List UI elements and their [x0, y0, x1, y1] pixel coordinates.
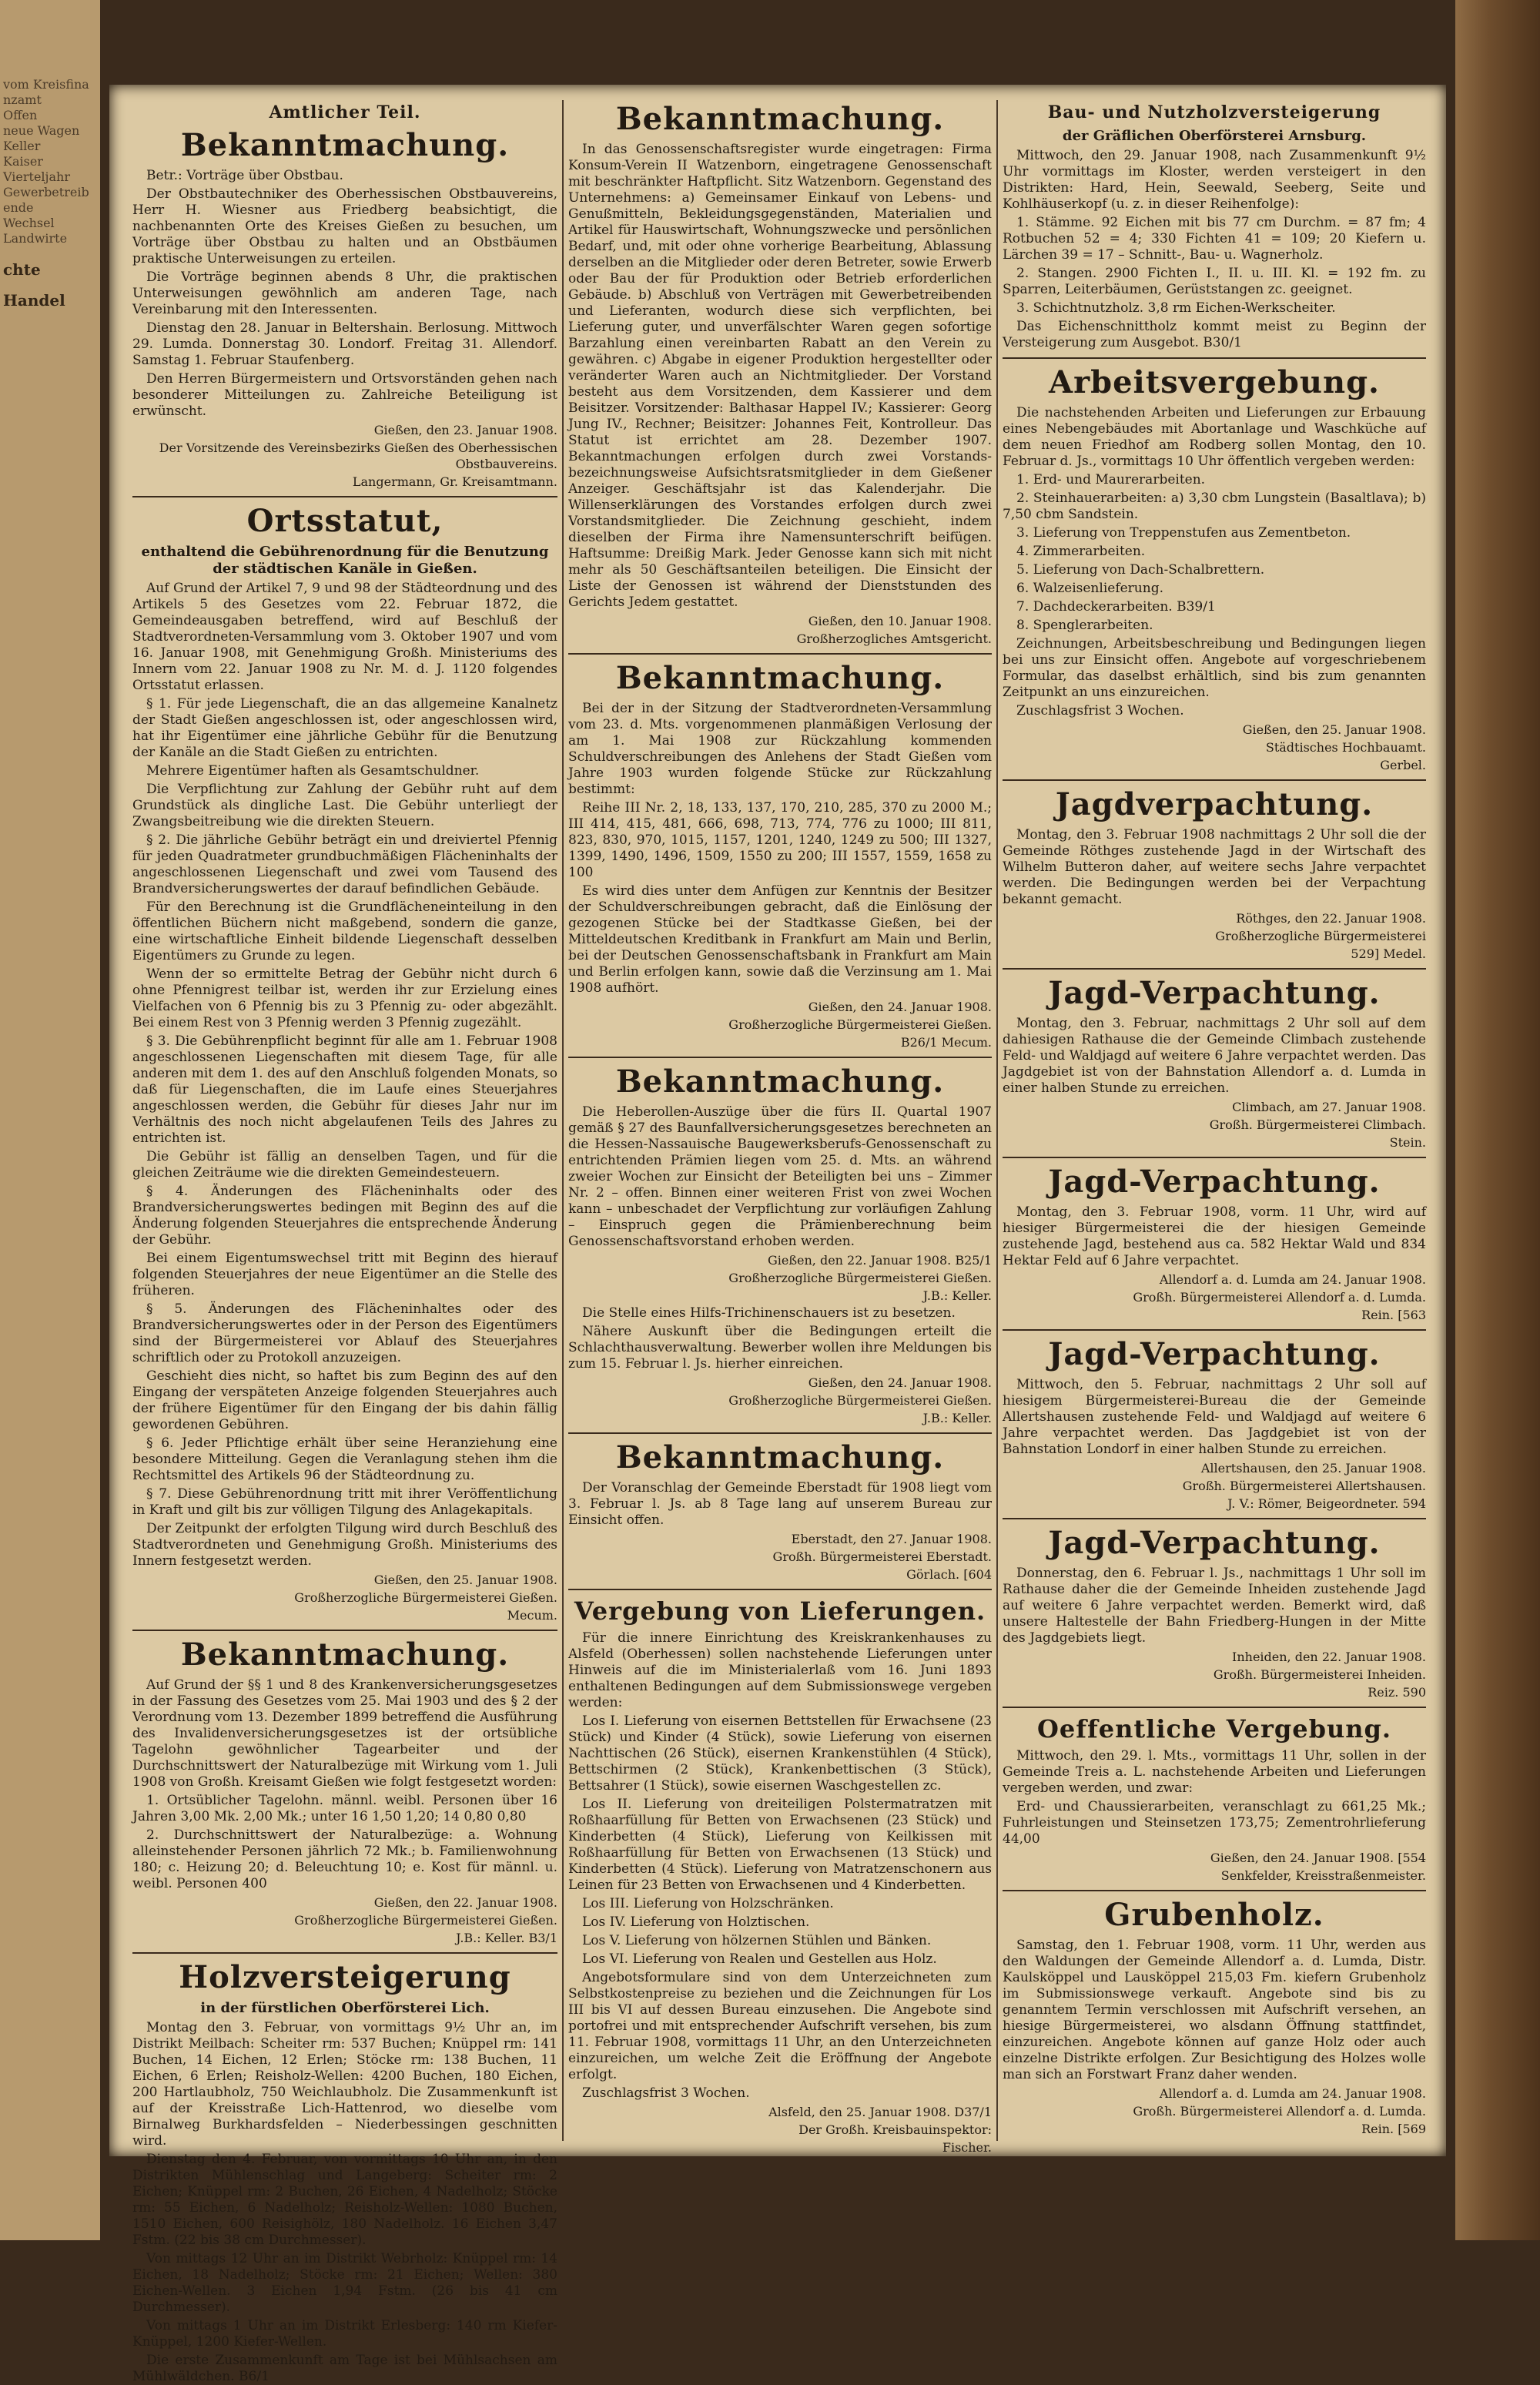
notice-signature: Rein. [563 [1361, 1308, 1426, 1322]
paragraph: Bei einem Eigentumswechsel tritt mit Beginn des hierauf folgenden Steuerjahres der neue Eigentümer an die Stelle des früheren. [132, 1251, 557, 1298]
paragraph: Los VI. Lieferung von Realen und Gestellen aus Holz. [582, 1951, 937, 1967]
notice-title: Bekanntmachung. [180, 1636, 510, 1673]
paragraph: Der Voranschlag der Gemeinde Eberstadt für 1908 liegt vom 3. Februar l. Js. ab 8 Tage lang auf unserem Bureau zur Einsicht offen. [568, 1480, 992, 1528]
paragraph: 1. Ortsüblicher Tagelohn. männl. weibl. Personen über 16 Jahren 3,00 Mk. 2,00 Mk.; unter 16 1,50 1,20; 14 0,80 0,80 [132, 1793, 557, 1824]
notice [568, 102, 992, 647]
paragraph: 4. Zimmerarbeiten. [1016, 544, 1146, 559]
notice [1003, 1898, 1426, 2137]
separator [1003, 1707, 1426, 1708]
notice-signature: Mecum. [507, 1608, 557, 1623]
separator [132, 1952, 557, 1954]
notice [568, 1440, 992, 1583]
paragraph: Auf Grund der Artikel 7, 9 und 98 der Städteordnung und des Artikels 5 des Gesetzes vom 22. Februar 1872, die Gemeindeausgaben betreffend, wird auf Beschluß der Stadtverordneten-Versammlung vom 3. Oktober 1907 und vom 16. Januar 1908, mit Genehmigung Großh. Ministeriums des Innern vom 22. Januar 1908 zu Nr. M. d. J. 1120 folgendes Ortsstatut erlassen. [132, 581, 557, 693]
notice-body [1003, 1016, 1426, 1097]
notice-signature: Großh. Bürgermeisterei Eberstadt. [772, 1549, 992, 1564]
paragraph: Für die innere Einrichtung des Kreiskrankenhauses zu Alsfeld (Oberhessen) sollen nachstehende Lieferungen unter Hinweis auf die im Ministerialerlaß vom 16. Juni 1893 enthaltenen Bedingungen auf dem Submissionswege vergeben werden: [568, 1630, 992, 1710]
paragraph: Los IV. Lieferung von Holztischen. [582, 1914, 810, 1930]
paragraph: Die Heberollen-Auszüge über die fürs II. Quartal 1907 gemäß § 27 des Baunfallversicherungsgesetzes berechneten an die Hessen-Nassauische Baugewerksberufs-Genossenschaft zu entrichtenden Prämien liegen vom 25. d. Mts. an während zweier Wochen zur Einsicht der Beteiligten bei uns – Zimmer Nr. 2 – offen. Binnen einer weiteren Frist von zwei Wochen kann – unbeschadet der Verpflichtung zur vorläufigen Zahlung – Einspruch gegen die Prämienberechnung beim Genossenschaftsvorstand erhoben werden. [568, 1104, 992, 1249]
paragraph: § 4. Änderungen des Flächeninhalts oder des Brandversicherungswertes bedingen mit Beginn des auf die Änderung folgenden Steuerjahres die entsprechende Änderung der Gebühr. [132, 1184, 557, 1248]
notice-title: Jagd-Verpachtung. [1048, 1164, 1381, 1200]
paragraph: § 3. Die Gebührenpflicht beginnt für alle am 1. Februar 1908 angeschlossenen Liegenschaften mit diesem Tage, für alle anderen mit dem 1. des auf den Anschluß folgenden Monats, so daß für Liegenschaften, die im Laufe eines Steuerjahres angeschlossen werden, die Gebühr für dieses Jahr nur im Verhältnis des noch nicht abgelaufenen Teils des Jahres zu entrichten ist. [132, 1033, 557, 1146]
notice-signature: Langermann, Gr. Kreisamtmann. [352, 474, 557, 489]
section-title: Amtlicher Teil. [269, 102, 421, 122]
newspaper-page [109, 85, 1446, 2384]
notice-title: Jagdverpachtung. [1055, 786, 1374, 822]
notice-signature: Großh. Bürgermeisterei Inheiden. [1213, 1667, 1426, 1682]
notice-title: Holzversteigerung [179, 1959, 511, 1995]
notice-title: Vergebung von Lieferungen. [574, 1596, 986, 1626]
paragraph: Zeichnungen, Arbeitsbeschreibung und Bedingungen liegen bei uns zur Einsicht offen. Angebote auf vorgeschriebenem Formular, das daselbst erhältlich, sind bis zum genannten Zeitpunkt an uns einzureichen. [1003, 636, 1426, 700]
notice-date: Allertshausen, den 25. Januar 1908. [1200, 1461, 1426, 1476]
notice-body [1003, 405, 1426, 719]
paragraph: § 2. Die jährliche Gebühr beträgt ein und dreiviertel Pfennig für jeden Quadratmeter grundbuchmäßigen Flächeninhalts der angeschlossenen Liegenschaft und zwei vom Tausend des Brandversicherungswertes der darauf befindlichen Gebäude. [132, 832, 557, 896]
fragment-tag-1: chte [3, 260, 41, 279]
notice-date: Allendorf a. d. Lumda am 24. Januar 1908. [1159, 1272, 1426, 1287]
notice-date: Gießen, den 23. Januar 1908. [373, 423, 557, 437]
notice-signature: Großh. Bürgermeisterei Allertshausen. [1182, 1479, 1426, 1493]
notice-date: Gießen, den 22. Januar 1908. B25/1 [767, 1253, 992, 1268]
previous-page-fragment [0, 0, 100, 2240]
paragraph: Donnerstag, den 6. Februar l. Js., nachmittags 1 Uhr soll im Rathause daher die der Gemeinde Inheiden zustehende Jagd auf weitere 6 Jahre verpachtet werden. Bemerkt wird, daß unsere Haltestelle der Bahn Friedberg-Hungen in der Mitte des Jagdgebiets liegt. [1003, 1566, 1426, 1646]
notice-signature: J.B.: Keller. B3/1 [456, 1931, 557, 1945]
notice-date: Röthges, den 22. Januar 1908. [1236, 911, 1426, 926]
notice-signature: Großherzogliche Bürgermeisterei Gießen. [294, 1913, 557, 1928]
paragraph: Das Eichenschnittholz kommt meist zu Beginn der Versteigerung zum Ausgebot. B30/1 [1003, 319, 1426, 350]
notice-body [132, 1677, 557, 1892]
notice [132, 504, 557, 1623]
paragraph: 3. Schichtnutzholz. 3,8 rm Eichen-Werkscheiter. [1016, 300, 1336, 316]
notice-date: Eberstadt, den 27. Januar 1908. [791, 1532, 992, 1546]
notice-body [1003, 827, 1426, 908]
notice-title: Jagd-Verpachtung. [1048, 975, 1381, 1011]
fragment-line: Offen [3, 108, 38, 122]
notice-signature: Görlach. [604 [906, 1567, 992, 1582]
paragraph: Los II. Lieferung von dreiteiligen Polstermatratzen mit Roßhaarfüllung für Betten von Erwachsenen (23 Stück) und Kinderbetten (4 Stück), Lieferung von Keilkissen mit Roßhaarfüllung für Betten von Erwachsenen (13 Stück) und Kinderbetten (4 Stück). Lieferung von Matratzenschonern aus Leinen für 23 Betten von Erwachsenen und 4 Kinderbetten. [568, 1797, 992, 1893]
notice [1003, 1526, 1426, 1700]
notice-signature: Städtisches Hochbauamt. [1265, 740, 1426, 755]
notice [568, 661, 992, 1050]
notice-body [1003, 1566, 1426, 1646]
paragraph: 1. Stämme. 92 Eichen mit bis 77 cm Durchm. = 87 fm; 4 Rotbuchen 52 = 4; 330 Fichten 41 = 109; 20 Kiefern u. Lärchen 39 = 17 – Schnitt-, Bau- u. Wagnerholz. [1003, 215, 1426, 263]
notice-date: Gießen, den 22. Januar 1908. [373, 1895, 557, 1910]
column-1 [132, 100, 557, 2384]
paragraph: Der Obstbautechniker des Oberhessischen Obstbauvereins, Herr H. Wiesner aus Friedberg beabsichtigt, die nachbenannten Orte des Kreises Gießen zu besuchen, um Vorträge über Obstbau zu halten und an Obstbäumen praktische Unterweisungen zu erteilen. [132, 186, 557, 266]
paragraph: Samstag, den 1. Februar 1908, vorm. 11 Uhr, werden aus den Waldungen der Gemeinde Allendorf a. d. Lumda, Distr. Kaulsköppel und Lausköppel 215,03 Fm. kiefern Grubenholz im Submissionswege verkauft. Angebote sind bis zu genanntem Termin verschlossen mit Aufschrift versehen, an hiesige Bürgermeisterei, wo alsdann Öffnung stattfindet, einzureichen. Angebote können auf ganze Holz oder auch einzelne Distrikte erfolgen. Zur Besichtigung des Holzes wolle man sich an Forstwart Franz daher wenden. [1003, 1938, 1426, 2082]
notice-body [568, 701, 992, 997]
paragraph: § 6. Jeder Pflichtige erhält über seine Heranziehung eine besondere Mitteilung. Gegen die Veranlagung stehen ihm die Rechtsmittel des Artikels 96 der Städteordnung zu. [132, 1435, 557, 1483]
paragraph: 2. Durchschnittswert der Naturalbezüge: a. Wohnung alleinstehender Personen jährlich 72 Mk.; b. Familienwohnung 180; c. Heizung 20; d. Beleuchtung 10; e. Kost für männl. u. weibl. Personen 400 [132, 1827, 557, 1891]
paragraph: Reihe III Nr. 2, 18, 133, 137, 170, 210, 285, 370 zu 2000 M.; III 414, 415, 481, 666, 698, 713, 774, 776 zu 1000; III 811, 823, 830, 970, 1015, 1157, 1201, 1240, 1249 zu 500; III 1327, 1399, 1490, 1496, 1509, 1550 zu 200; III 1557, 1559, 1658 zu 100 [568, 800, 992, 880]
notice-date: Inheiden, den 22. Januar 1908. [1232, 1650, 1426, 1664]
notice-body [568, 1305, 992, 1372]
paragraph: Von mittags 12 Uhr an im Distrikt Webrholz: Knüppel rm: 14 Eichen, 18 Nadelholz; Stöcke rm: 21 Eichen; Wellen: 380 Eichen-Wellen. 3 Eichen 1,94 Fstm. (26 bis 41 cm Durchmesser). [132, 2251, 557, 2315]
paragraph: Es wird dies unter dem Anfügen zur Kenntnis der Besitzer der Schuldverschreibungen gebracht, daß die Einlösung der gezogenen Stücke bei der Stadtkasse Gießen, bei der Mitteldeutschen Kreditbank in Frankfurt am Main und Berlin, bei der Deutschen Genossenschaftsbank in Frankfurt am Main und Berlin erfolgen kann, sowie daß die Verzinsung am 1. Mai 1908 aufhört. [568, 883, 992, 996]
notice-signature: Großherzogliche Bürgermeisterei Gießen. [728, 1271, 992, 1285]
notice-body [568, 142, 992, 611]
notice [1003, 787, 1426, 962]
notice-signature: B26/1 Mecum. [900, 1035, 992, 1050]
paragraph: Die Gebühr ist fällig an denselben Tagen, und für die gleichen Zeiträume wie die direkten Gemeindesteuern. [132, 1149, 557, 1181]
notice-date: Gießen, den 25. Januar 1908. [1242, 722, 1426, 737]
paragraph: 6. Walzeisenlieferung. [1016, 581, 1163, 596]
notice [568, 1596, 992, 2156]
notice [132, 128, 557, 490]
paragraph: Montag, den 3. Februar, nachmittags 2 Uhr soll auf dem dahiesigen Rathause die der Gemeinde Climbach zustehende Feld- und Waldjagd auf weitere 6 Jahre verpachtet werden. Das Jagdgebiet ist von der Bahnstation Allendorf a. d. Lumda in einer halben Stunde zu erreichen. [1003, 1016, 1426, 1096]
notice-signature: Großherzogliche Bürgermeisterei [1215, 929, 1426, 943]
notice-signature: Großherzogliches Amtsgericht. [796, 631, 992, 646]
notice [568, 1305, 992, 1426]
notice-title: Bekanntmachung. [615, 660, 945, 696]
paragraph: Los III. Lieferung von Holzschränken. [582, 1896, 834, 1911]
notice-signature: Großherzogliche Bürgermeisterei Gießen. [294, 1590, 557, 1605]
paragraph: Die Vorträge beginnen abends 8 Uhr, die praktischen Unterweisungen gewöhnlich am anderen Tage, nach Vereinbarung mit den Interessenten. [132, 270, 557, 317]
paragraph: Dienstag den 28. Januar in Beltershain. Berlosung. Mittwoch 29. Lumda. Donnerstag 30. Londorf. Freitag 31. Allendorf. Samstag 1. Februar Staufenberg. [132, 320, 557, 368]
column-rule [996, 100, 998, 2141]
notice-title: Bekanntmachung. [615, 1064, 945, 1100]
notice [1003, 976, 1426, 1151]
column-2 [568, 100, 992, 2155]
paragraph: Bei der in der Sitzung der Stadtverordneten-Versammlung vom 23. d. Mts. vorgenommenen planmäßigen Verlosung der am 1. Mai 1908 zur Rückzahlung kommenden Schuldverschreibungen des Anlehens der Stadt Gießen vom Jahre 1903 wurden folgende Stücke zur Rückzahlung bestimmt: [568, 701, 992, 797]
paragraph: Montag, den 3. Februar 1908 nachmittags 2 Uhr soll die der Gemeinde Röthges zustehende Jagd in der Wirtschaft des Wilhelm Butteron daher, auf weitere sechs Jahre verpachtet werden. Die Bedingungen werden bei der Verpachtung bekannt gemacht. [1003, 827, 1426, 907]
separator [1003, 1518, 1426, 1519]
separator [1003, 1157, 1426, 1158]
paragraph: Erd- und Chaussierarbeiten, veranschlagt zu 661,25 Mk.; Fuhrleistungen und Steinsetzen 173,75; Zementrohrlieferung 44,00 [1003, 1799, 1426, 1847]
paragraph: Nähere Auskunft über die Bedingungen erteilt die Schlachthausverwaltung. Bewerber wollen ihre Meldungen bis zum 15. Februar l. Js. hierher einreichen. [568, 1324, 992, 1372]
separator [132, 496, 557, 497]
notice-body [132, 581, 557, 1569]
notice-body [568, 1104, 992, 1250]
notice-signature: J.B.: Keller. [922, 1288, 992, 1303]
fragment-line: neue Wagen [3, 123, 80, 138]
separator [568, 1432, 992, 1434]
paragraph: Die Stelle eines Hilfs-Trichinenschauers ist zu besetzen. [582, 1305, 956, 1321]
paragraph: Betr.: Vorträge über Obstbau. [146, 168, 343, 183]
notice [1003, 1164, 1426, 1323]
fragment-tag-2: Handel [3, 291, 65, 310]
notice [568, 1064, 992, 1304]
paragraph: Der Zeitpunkt der erfolgten Tilgung wird durch Beschluß des Stadtverordneten und Genehmigung Großh. Ministeriums des Innern festgesetzt werden. [132, 1521, 557, 1569]
paragraph: 2. Stangen. 2900 Fichten I., II. u. III. Kl. = 192 fm. zu Sparren, Leiterbäumen, Gerüststangen zc. geeignet. [1003, 266, 1426, 297]
notice-date: Allendorf a. d. Lumda am 24. Januar 1908. [1159, 2086, 1426, 2101]
notice-date: Gießen, den 24. Januar 1908. [808, 1375, 992, 1390]
paragraph: § 1. Für jede Liegenschaft, die an das allgemeine Kanalnetz der Stadt Gießen angeschlossen ist, oder angeschlossen wird, hat ihr Eigentümer eine jährliche Gebühr für die Benutzung der Kanäle an die Stadt Gießen zu entrichten. [132, 696, 557, 760]
paragraph: 7. Dachdeckerarbeiten. B39/1 [1016, 599, 1216, 615]
notice-date: Gießen, den 10. Januar 1908. [808, 614, 992, 628]
paragraph: Montag den 3. Februar, von vormittags 9½ Uhr an, im Distrikt Meilbach: Scheiter rm: 537 Buchen; Knüppel rm: 141 Buchen, 14 Eichen, 12 Erlen; Stöcke rm: 138 Buchen, 11 Eichen, 6 Erlen; Reisholz-Wellen: 4200 Buchen, 180 Eichen, 200 Hartlaubholz, 750 Weichlaubholz. Die Zusammenkunft ist auf der Kreisstraße Lich-Hattenrod, wo dieselbe vom Birnalweg Burkhardsfelden – Niederbessingen geschnitten wird. [132, 2020, 557, 2149]
notice-body [568, 1630, 992, 2102]
column-rule [562, 100, 564, 2141]
notice-date: Gießen, den 24. Januar 1908. [808, 1000, 992, 1014]
book-binding [1455, 0, 1540, 2240]
notice-body [1003, 1377, 1426, 1458]
notice-signature: J. V.: Römer, Beigeordneter. 594 [1227, 1496, 1426, 1511]
fragment-line: Gewerbetreibende [3, 185, 89, 215]
paragraph: § 7. Diese Gebührenordnung tritt mit ihrer Veröffentlichung in Kraft und gilt bis zur völligen Tilgung des Anlagekapitals. [132, 1486, 557, 1518]
fragment-line: Keller [3, 139, 41, 153]
paragraph: Los I. Lieferung von eisernen Bettstellen für Erwachsene (23 Stück) und Kinder (4 Stück), sowie Lieferung von eisernen Nachttischen (26 Stück), eisernen Krankenstühlen (4 Stück), Bettschirmen (2 Stück), Krankenbettischen (3 Stück), Bettsahrer (1 Stück), sowie eisernen Waschgestellen zc. [568, 1713, 992, 1794]
paragraph: 1. Erd- und Maurerarbeiten. [1016, 472, 1206, 487]
separator [1003, 968, 1426, 970]
notice-signature: J.B.: Keller. [922, 1411, 992, 1425]
paragraph: Montag, den 3. Februar 1908, vorm. 11 Uhr, wird auf hiesiger Bürgermeisterei die der hiesigen Gemeinde zustehende Jagd, bestehend aus ca. 582 Hektar Wald und 834 Hektar Feld auf 6 Jahre verpachtet. [1003, 1204, 1426, 1268]
notice-signature: Fischer. [942, 2140, 992, 2155]
notice-body [132, 2020, 557, 2385]
paragraph: Zuschlagsfrist 3 Wochen. [1016, 703, 1184, 719]
notice-signature: Rein. [569 [1361, 2122, 1426, 2136]
notice-subtitle: der Gräflichen Oberförsterei Arnsburg. [1062, 128, 1367, 144]
notice-body [1003, 1204, 1426, 1269]
notice-title: Jagd-Verpachtung. [1048, 1525, 1381, 1561]
notice-title: Bekanntmachung. [615, 1439, 945, 1476]
paragraph: Wenn der so ermittelte Betrag der Gebühr nicht durch 6 ohne Pfennigrest teilbar ist, werden ihr zur Erzielung eines Vielfachen von 6 Pfennig bis zu 3 Pfennig zu- oder abgezählt. Bei einem Rest von 3 Pfennig werden 3 Pfennig zugezählt. [132, 966, 557, 1030]
notice-body [1003, 1748, 1426, 1847]
paragraph: Die erste Zusammenkunft am Tage ist bei Mühlsachsen am Mühlwäldchen. B6/1 [132, 2353, 557, 2384]
paragraph: Mittwoch, den 29. Januar 1908, nach Zusammenkunft 9½ Uhr vormittags im Kloster, werden versteigert in den Distrikten: Hard, Hein, Seewald, Seeberg, Seite und Kohlhäuserkopf (u. z. in dieser Reihenfolge): [1003, 148, 1426, 212]
paragraph: Zuschlagsfrist 3 Wochen. [582, 2085, 750, 2101]
paragraph: Den Herren Bürgermeistern und Ortsvorständen gehen nach besonderer Mitteilungen zu. Zahlreiche Beteiligung ist erwünscht. [132, 371, 557, 419]
separator [1003, 779, 1426, 781]
notice [1003, 365, 1426, 773]
notice-signature: Reiz. 590 [1368, 1685, 1426, 1700]
fragment-lines [3, 77, 95, 246]
notice-subtitle: in der fürstlichen Oberförsterei Lich. [200, 2000, 490, 2016]
notice-signature: Großherzogliche Bürgermeisterei Gießen. [728, 1393, 992, 1408]
notice-signature: Großherzogliche Bürgermeisterei Gießen. [728, 1017, 992, 1032]
paragraph: Mehrere Eigentümer haften als Gesamtschuldner. [146, 763, 480, 779]
notice-signature: Der Großh. Kreisbauinspektor: [798, 2122, 992, 2137]
notice-signature: Großh. Bürgermeisterei Allendorf a. d. Lumda. [1133, 1290, 1426, 1305]
notice-date: Gießen, den 24. Januar 1908. [554 [1210, 1851, 1426, 1865]
paragraph: Dienstag den 4. Februar, von vormittags 10 Uhr an, in den Distrikten Mühlenschlag und Langeberg: Scheiter rm: 2 Eichen; Knüppel rm: 2 Buchen, 26 Eichen, 4 Nadelholz; Stöcke rm: 55 Eichen, 6 Nadelholz; Reisholz-Wellen: 1080 Buchen, 1510 Eichen, 600 Reisighölz, 180 Nadelholz. 16 Eichen 3,47 Fstm. (22 bis 38 cm Durchmesser). [132, 2152, 557, 2248]
paragraph: Auf Grund der §§ 1 und 8 des Krankenversicherungsgesetzes in der Fassung des Gesetzes vom 25. Mai 1903 und des § 2 der Verordnung vom 13. Dezember 1899 betreffend die Ausführung des Invalidenversicherungsgesetzes ist der ortsübliche Tagelohn gewöhnlicher Tagearbeiter und der Durchschnittswert der Naturalbezüge mit Wirkung vom 1. Juli 1908 von Großh. Kreisamt Gießen wie folgt festgesetzt worden: [132, 1677, 557, 1790]
paragraph: Geschieht dies nicht, so haftet bis zum Beginn des auf den Eingang der verspäteten Anzeige folgenden Steuerjahres auch der frühere Eigentümer für den Eingang der bis dahin fällig gewordenen Gebühren. [132, 1368, 557, 1432]
notice-date: Alsfeld, den 25. Januar 1908. D37/1 [768, 2105, 992, 2119]
notice-title: Jagd-Verpachtung. [1048, 1336, 1381, 1372]
paragraph: Die Verpflichtung zur Zahlung der Gebühr ruht auf dem Grundstück als dingliche Last. Die Gebühr unterliegt der Zwangsbeitreibung wie die direkten Steuern. [132, 782, 557, 829]
notice-title: Bekanntmachung. [615, 101, 945, 137]
notice-title: Arbeitsvergebung. [1049, 364, 1380, 400]
fragment-text [3, 77, 95, 313]
fragment-line: Wechsel [3, 216, 55, 230]
paragraph: Mittwoch, den 29. l. Mts., vormittags 11 Uhr, sollen in der Gemeinde Treis a. L. nachstehende Arbeiten und Lieferungen vergeben werden, und zwar: [1003, 1748, 1426, 1796]
notice-subtitle: enthaltend die Gebührenordnung für die Benutzung der städtischen Kanäle in Gießen. [141, 544, 549, 577]
notice-body [568, 1480, 992, 1529]
paragraph: 8. Spenglerarbeiten. [1016, 618, 1153, 633]
notice-signature: Senkfelder, Kreisstraßenmeister. [1220, 1868, 1426, 1883]
paragraph: Los V. Lieferung von hölzernen Stühlen und Bänken. [582, 1933, 932, 1948]
notice-signature: Gerbel. [1380, 758, 1426, 772]
separator [132, 1630, 557, 1631]
paragraph: 3. Lieferung von Treppenstufen aus Zementbeton. [1016, 525, 1351, 541]
notice [1003, 1714, 1426, 1884]
notice-signature: 529] Medel. [1351, 946, 1426, 961]
fragment-line: Landwirte [3, 231, 68, 246]
notice-signature: Großh. Bürgermeisterei Climbach. [1209, 1117, 1426, 1132]
notice [1003, 102, 1426, 351]
notice-title: Grubenholz. [1104, 1897, 1324, 1933]
separator [1003, 357, 1426, 359]
notice-date: Climbach, am 27. Januar 1908. [1232, 1100, 1426, 1114]
paragraph: In das Genossenschaftsregister wurde eingetragen: Firma Konsum-Verein II Watzenborn, eingetragene Genossenschaft mit beschränkter Haftpflicht. Sitz Watzenborn. Gegenstand des Unternehmens: a) Gemeinsamer Einkauf von Lebens- und Genußmitteln, Bekleidungsgegenständen, Materialien und Artikel für Hauswirtschaft, Wohnungszwecke und persönlichen Bedarf, und, mit oder ohne vorherige Bearbeitung, Ablassung derselben an die Mitglieder oder deren Betreter, sowie Erwerb oder Bau der für Produktion oder Betrieb erforderlichen Gebäude. b) Abschluß von Verträgen mit Gewerbetreibenden und Lieferanten, wodurch diese sich verpflichten, bei Lieferung guter, und unverfälschter Waren gegen sofortige Barzahlung einen vereinbarten Rabatt an den Verein zu gewähren. c) Abgabe in eigener Produktion hergestellter oder veränderter Waren auch an Nichtmitglieder. Der Vorstand besteht aus dem Vorsitzenden, dem Kassierer und dem Beisitzer. Vorsitzender: Balthasar Happel IV.; Kassierer: Georg Jung IV., Rechner; Beisitzer: Johannes Feit, Kontrolleur. Das Statut ist errichtet am 28. Dezember 1907. Bekanntmachungen erfolgen durch zwei Vorstands- bezeichnungsweise Aufsichtsratsmitglieder in dem Gießener Anzeiger. Geschäftsjahr ist das Kalenderjahr. Die Willenserklärungen des Vorstandes erfolgen durch zwei Vorstandsmitglieder. Die Zeichnung geschieht, indem dieselben der Firma ihre Namensunterschrift beifügen. Haftsumme: Dreißig Mark. Jeder Genosse kann sich mit nicht mehr als 50 Geschäftsanteilen beteiligen. Die Einsicht der Liste der Genossen ist während der Dienststunden des Gerichts Jedem gestattet. [568, 142, 992, 610]
notice-title: Oeffentliche Vergebung. [1037, 1714, 1391, 1744]
separator [568, 1057, 992, 1058]
column-3 [1003, 100, 1426, 2141]
paragraph: 5. Lieferung von Dach-Schalbrettern. [1016, 562, 1265, 578]
fragment-line: Kaiser [3, 154, 43, 169]
separator [1003, 1329, 1426, 1331]
notice [1003, 1337, 1426, 1512]
fragment-line: vom Kreisfinanzamt [3, 77, 89, 107]
paragraph: § 5. Änderungen des Flächeninhaltes oder des Brandversicherungswertes oder in der Person des Eigentümers sind der Bürgermeisterei vor Ablauf des Steuerjahres schriftlich oder zu Protokoll anzuzeigen. [132, 1301, 557, 1365]
notice-signature: Stein. [1389, 1135, 1426, 1150]
notice [132, 1637, 557, 1946]
notice-signature: Der Vorsitzende des Vereinsbezirks Gießen des Oberhessischen Obstbauvereins. [159, 440, 557, 471]
notice-title: Ortsstatut, [246, 503, 444, 539]
separator [568, 653, 992, 655]
notice-title: Bekanntmachung. [180, 127, 510, 163]
notice [132, 1960, 557, 2385]
paragraph: Die nachstehenden Arbeiten und Lieferungen zur Erbauung eines Nebengebäudes mit Abortanlage und Waschküche auf dem neuen Friedhof am Rodberg sollen Montag, den 10. Februar d. Js., vormittags 10 Uhr öffentlich vergeben werden: [1003, 405, 1426, 469]
fragment-line: Vierteljahr [3, 169, 70, 184]
notice-title: Bau- und Nutzholzversteigerung [1047, 102, 1381, 122]
paragraph: Angebotsformulare sind von dem Unterzeichneten zum Selbstkostenpreise zu beziehen und die Zeichnungen für Los III bis VI auf dessen Bureau einzusehen. Die Angebote sind portofrei und mit entsprechender Aufschrift versehen, bis zum 11. Februar 1908, vormittags 11 Uhr, an den Unterzeichneten einzureichen, um welche Zeit die Eröffnung der Angebote erfolgt. [568, 1970, 992, 2082]
notice-date: Gießen, den 25. Januar 1908. [373, 1573, 557, 1587]
paragraph: Für den Berechnung ist die Grundflächeneinteilung in den öffentlichen Büchern nicht maßgebend, sondern die ganze, eine wirtschaftliche Einheit bildende Liegenschaft desselben Eigentümers zu Grunde zu legen. [132, 899, 557, 963]
paragraph: Von mittags 1 Uhr an im Distrikt Erlesberg: 140 rm Kiefer-Knüppel, 1200 Kiefer-Wellen. [132, 2318, 557, 2350]
notice-body [1003, 1938, 1426, 2083]
paragraph: Mittwoch, den 5. Februar, nachmittags 2 Uhr soll auf hiesigem Bürgermeisterei-Bureau die der Gemeinde Allertshausen zustehende Feld- und Waldjagd auf weitere 6 Jahre verpachtet werden. Das Jagdgebiet ist von der Bahnstation Londorf in einer halben Stunde zu erreichen. [1003, 1377, 1426, 1457]
notice-body [132, 168, 557, 420]
notice-body [1003, 148, 1426, 351]
notice-signature: Großh. Bürgermeisterei Allendorf a. d. Lumda. [1133, 2104, 1426, 2119]
separator [1003, 1890, 1426, 1891]
paragraph: 2. Steinhauerarbeiten: a) 3,30 cbm Lungstein (Basaltlava); b) 7,50 cbm Sandstein. [1003, 491, 1426, 522]
separator [568, 1589, 992, 1590]
